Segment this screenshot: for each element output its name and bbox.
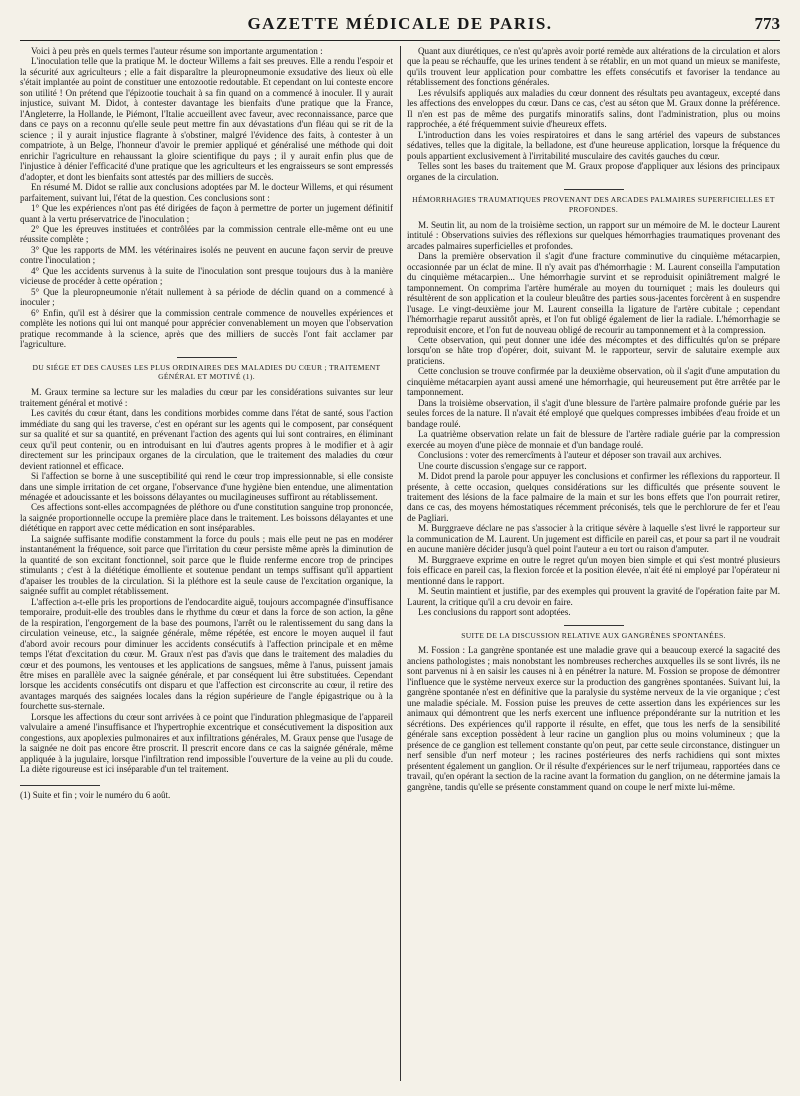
paragraph: M. Graux termine sa lecture sur les maladies du cœur par les considérations suivantes sur leur traitement général et motivé :	[20, 387, 393, 408]
paragraph: Si l'affection se borne à une susceptibilité qui rend le cœur trop impressionnable, si elle consiste dans une simple irritation de cet organe, l'observance d'une hygiène bien entendue, une alimentation ménagée et adoucissante et les boissons délayantes ou mucilagineuses suffiront au rétablissement.	[20, 471, 393, 502]
paragraph: Ces affections sont-elles accompagnées de pléthore ou d'une constitution sanguine trop prononcée, la saignée proportionnelle occupe la première place dans le traitement. Les boissons délayantes et une diététique en rapport avec cette médication en sont inséparables.	[20, 502, 393, 534]
paragraph: M. Didot prend la parole pour appuyer les conclusions et confirmer les réflexions du rapporteur. Il présente, à cette occasion, quelques considérations sur les difficultés que présente souvent le traitement des lésions de la face palmaire de la main et sur les bons effets que l'on pourrait retirer, dans ce cas, des moyens hémostatiques récemment préconisés, tels que le perchlorure de fer et l'eau de Pagliari.	[407, 471, 780, 523]
paragraph: M. Seutin lit, au nom de la troisième section, un rapport sur un mémoire de M. le docteur Laurent intitulé : Observations suivies des réflexions sur quelques hémorrhagies traumatiques provenant des arcades palmaires superficielles et profondes.	[407, 219, 780, 251]
page-number: 773	[754, 14, 780, 33]
section-heading-text: HÉMORRHAGIES TRAUMATIQUES PROVENANT DES ARCADES PALMAIRES SUPERFICIELLES ET PROFONDES.	[412, 195, 775, 214]
section-rule	[564, 189, 624, 190]
conclusion-item: 4° Que les accidents survenus à la suite de l'inoculation sont presque toujours dus à la manière vicieuse de procéder à cette opération ;	[20, 265, 393, 287]
page-header	[20, 14, 780, 41]
section-heading	[407, 625, 780, 641]
paragraph: Quant aux diurétiques, ce n'est qu'après avoir porté remède aux altérations de la circulation et alors que la peau se réchauffe, que les urines tendent à se rétablir, en un mot quand un mieux se manifeste, qu'ils trouvent leur application pour combattre les effets consécutifs et favoriser la tendance au rétablissement des fonctions générales.	[407, 46, 780, 88]
paragraph: Lorsque les affections du cœur sont arrivées à ce point que l'induration phlegmasique de l'appareil valvulaire a amené l'insuffisance et l'hypertrophie excentrique et consécutivement la disposition aux congestions, aux apoplexies pulmonaires et aux infiltrations générales, M. Graux pense que l'usage de la saignée ne doit pas encore être proscrit. Il prescrit encore dans ce cas la saignée générale, même appliquée à la jugulaire, lorsque l'infiltration rend impossible l'ouverture de la veine au pli du coude. La diète rigoureuse est ici inséparable d'un tel traitement.	[20, 711, 393, 775]
paragraph: M. Seutin maintient et justifie, par des exemples qui prouvent la gravité de l'opération faite par M. Laurent, la critique qu'il a cru devoir en faire.	[407, 586, 780, 607]
paragraph: En résumé M. Didot se rallie aux conclusions adoptées par M. le docteur Willems, et qui résument parfaitement, suivant lui, l'état de la question. Ces conclusions sont :	[20, 182, 393, 203]
paragraph: L'affection a-t-elle pris les proportions de l'endocardite aiguë, toujours accompagnée d'insuffisance temporaire, produit-elle des troubles dans le rhythme du cœur et dans la force de son action, la gêne de la respiration, l'engorgement de la base des poumons, l'arrêt ou le ralentissement du sang dans la circulation veineuse, etc., la saignée générale, même répétée, est encore le moyen auquel il faut d'abord avoir recours pour diminuer les accidents consécutifs à l'affection principale et en même temps l'état d'excitation du cœur. M. Graux n'est pas d'avis que dans le traitement des maladies du cœur et des poumons, les ventouses et les applications de sangsues, même à l'anus, puissent jamais être mises en parallèle avec la saignée générale, et par conséquent lui être substituées. Cependant lorsque les accidents consécutifs ont disparu et que l'affection est circonscrite au cœur, il retire des avantages marqués des saignées locales dans la région supérieure de l'angle épigastrique ou à la fourchette sus-sternale.	[20, 596, 393, 712]
paragraph: L'inoculation telle que la pratique M. le docteur Willems a fait ses preuves. Elle a rendu l'espoir et la sécurité aux agriculteurs ; elle a fait disparaître la pleuropneumonie exsudative des lieux où elle s'était implantée au point de constituer une entozootie redoutable. Et cependant on lui conteste encore son utilité ! On prétend que l'épizootie touchait à sa fin quand on a commencé à inoculer. Il y aurait injustice, suivant M. Didot, à contester davantage les bienfaits d'une pratique que la France, l'Angleterre, la Hollande, le Piémont, l'Italie accueillent avec faveur, avec reconnaissance, parce que dans ce pays on a reconnu qu'elle seule peut mettre fin aux dévastations d'un fléau qui se rit de la science ; il y aurait injustice flagrante à s'obstiner, malgré l'évidence des faits, à contester à un compatriote, à un Belge, l'honneur d'avoir le premier appliqué et généralisé une méthode qui doit enrichir l'agriculture en rehaussant la gloire scientifique du pays ; il y aurait enfin plus que de l'injustice à dénier l'efficacité d'une pratique que les agriculteurs et les engraisseurs se sont empressés d'adopter, et dont les bienfaits sont attestés par des milliers de succès.	[20, 56, 393, 182]
column-divider	[400, 46, 401, 1081]
paragraph: Conclusions : voter des remercîments à l'auteur et déposer son travail aux archives.	[417, 450, 722, 461]
right-column	[407, 46, 780, 1081]
paragraph: M. Burggraeve déclare ne pas s'associer à la critique sévère à laquelle s'est livré le rapporteur sur la communication de M. Laurent. Un jugement est difficile en pareil cas, et pour sa part il ne voudrait en aucune manière décider jusqu'à quel point l'auteur a eu tort ou raison d'amputer.	[407, 523, 780, 555]
section-heading	[20, 357, 393, 383]
paragraph: Dans la première observation il s'agit d'une fracture comminutive du cinquième métacarpien, occasionnée par un éclat de mine. Il n'y avait pas d'hémorrhagie : M. Laurent conseilla l'amputation du cinquième métacarpien... Une hémorrhagie survint et se reproduisit opiniâtrement malgré le tamponnement. On comprima l'artère humérale au moyen du tourniquet ; mais les douleurs qui résultèrent de son application et la couleur bleuâtre des parties sous-jacentes forcèrent à en suspendre l'usage. Le vingt-deuxième jour M. Laurent conseilla la ligature de l'artère cubitale ; cependant l'hémorrhagie reparut aussitôt après, et l'on fut obligé également de lier la radiale. L'hémorrhagie se reproduisit encore, et l'on fut de nouveau obligé de recourir au tamponnement et à la compression.	[407, 251, 780, 335]
paragraph: Une courte discussion s'engage sur ce rapport.	[417, 460, 587, 471]
paragraph: M. Fossion : La gangrène spontanée est une maladie grave qui a beaucoup exercé la sagacité des anciens pathologistes ; mais nonobstant les nombreuses recherches auxquelles ils se sont livrés, ils ne sont parvenus ni à en saisir les causes ni à en pénétrer la nature. M. Fossion se propose de démontrer l'influence que le système nerveux exerce sur la production des gangrènes spontanées. Suivant lui, la gangrène spontanée n'est en définitive que la paralysie du système nerveux de la vie organique ; c'est une maladie spéciale. M. Fossion puise les preuves de cette assertion dans les expériences sur les animaux qui démontrent que les nerfs exercent une influence prépondérante sur la nutrition et les sécrétions. Des expériences qu'il rapporte il résulte, en effet, que tous les nerfs de la sensibilité générale sans exception possèdent à leur racine un ganglion plus ou moins volumineux ; que la présence de ce ganglion est tellement constante qu'on peut, par cette seule circonstance, distinguer un nerf sensible d'un nerf moteur ; les racines postérieures des nerfs rachidiens qui sont mixtes présentent également un ganglion. Or il résulte d'expériences sur le nerf trijumeau, rapportées dans ce travail, qu'en opérant la section de la racine avant la formation du ganglion, on ne détermine jamais la gangrène, tandis qu'elle se présente constamment quand on coupe le nerf mixte lui-même.	[407, 645, 780, 792]
paragraph: La saignée suffisante modifie constamment la force du pouls ; mais elle peut ne pas en modérer instantanément la fréquence, soit parce que l'irritation du cœur persiste même après la diminution de la quantité de son excitant fonctionnel, soit parce que le fluide renferme encore trop de principes stimulants ; c'est à la diététique émolliente et soutenue pendant un temps suffisant qu'il appartient d'apaiser les troubles de la circulation. Si la pléthore est la seule cause de l'excitation organique, la saignée suffit au complet rétablissement.	[20, 533, 393, 597]
paragraph: L'introduction dans les voies respiratoires et dans le sang artériel des vapeurs de substances sédatives, telles que la digitale, la belladone, est d'une heureuse application, lorsque la fréquence du pouls appartient exclusivement à l'irritabilité musculaire des cavités gauches du cœur.	[407, 129, 780, 161]
section-heading-text: DU SIÉGE ET DES CAUSES LES PLUS ORDINAIRES DES MALADIES DU CŒUR ; TRAITEMENT GÉNÉRAL ET MOTIVÉ (1).	[32, 362, 381, 382]
paragraph: Dans la troisième observation, il s'agit d'une blessure de l'artère palmaire profonde guérie par les seules forces de la nature. Il n'avait été employé que quelques compresses imbibées d'eau froide et un bandage roulé.	[407, 397, 780, 429]
conclusion-item: 2° Que les épreuves instituées et contrôlées par la commission centrale elle-même ont eu une réussite complète ;	[20, 223, 393, 245]
paragraph: Les révulsifs appliqués aux maladies du cœur donnent des résultats peu avantageux, excepté dans les affections des enveloppes du cœur. Dans ce cas, c'est au séton que M. Graux donne la préférence. Il n'en est pas de même des purgatifs minoratifs salins, dont l'administration, plus ou moins rapprochée, a été fréquemment suivie d'heureux effets.	[407, 87, 780, 130]
journal-title: GAZETTE MÉDICALE DE PARIS.	[247, 14, 553, 33]
section-rule	[177, 357, 237, 358]
section-heading	[407, 189, 780, 215]
conclusion-item: 5° Que la pleuropneumonie n'était nullement à sa période de déclin quand on a commencé à inoculer ;	[20, 286, 393, 308]
left-column	[20, 46, 393, 1081]
paragraph: La quatrième observation relate un fait de blessure de l'artère radiale guérie par la compression exercée au moyen d'une pièce de monnaie et d'un bandage roulé.	[407, 429, 780, 450]
paragraph: Les cavités du cœur étant, dans les conditions morbides comme dans l'état de santé, sous l'action immédiate du sang qui les traverse, c'est en opérant sur les agents qui le composent, par conséquent sur sa qualité et sur sa quantité, en prévenant l'action des agents qui lui sont contraires, en éliminant ceux qu'il peut contenir, ou en introduisant en lui d'autres agents propres à le modifier et à agir directement sur les principaux organes de la circulation, que le traitement des maladies du cœur devient rationnel et efficace.	[20, 408, 393, 471]
paragraph: M. Burggraeve exprime en outre le regret qu'un moyen bien simple et qui s'est montré plusieurs fois efficace en pareil cas, la flexion forcée et la position élevée, n'ait été ni employé par l'opérateur ni mentionné dans le rapport.	[407, 554, 780, 586]
paragraph: Les conclusions du rapport sont adoptées.	[417, 607, 571, 618]
conclusion-item: 6° Enfin, qu'il est à désirer que la commission centrale commence de nouvelles expériences et complète les notions qui lui ont manqué pour apprécier convenablement un moyen que l'observation pratique recommande à la science, après que des milliers de succès l'ont fait acclamer par l'agriculture.	[20, 307, 393, 350]
conclusion-item: 1° Que les expériences n'ont pas été dirigées de façon à permettre de porter un jugement définitif quant à la vertu préservatrice de l'inoculation ;	[20, 203, 393, 224]
paragraph: Voici à peu près en quels termes l'auteur résume son importante argumentation :	[30, 46, 323, 56]
section-heading-text: SUITE DE LA DISCUSSION RELATIVE AUX GANGRÈNES SPONTANÉES.	[461, 630, 726, 640]
section-rule	[564, 625, 624, 626]
footnote: (1) Suite et fin ; voir le numéro du 6 août.	[20, 789, 171, 800]
paragraph: Cette conclusion se trouve confirmée par la deuxième observation, où il s'agit d'une amputation du cinquième métacarpien ayant aussi amené une hémorrhagie, qui heureusement put être arrêtée par le tamponnement.	[407, 366, 780, 398]
conclusion-item: 3° Que les rapports de MM. les vétérinaires isolés ne peuvent en aucune façon servir de preuve contre l'inoculation ;	[20, 244, 393, 266]
paragraph: Cette observation, qui peut donner une idée des mécomptes et des difficultés qu'on se prépare lorsqu'on se hâte trop d'opérer, doit, suivant M. le rapporteur, servir de salutaire exemple aux praticiens.	[407, 334, 780, 366]
paragraph: Telles sont les bases du traitement que M. Graux propose d'appliquer aux lésions des principaux organes de la circulation.	[407, 161, 780, 182]
footnote-rule	[20, 785, 100, 786]
